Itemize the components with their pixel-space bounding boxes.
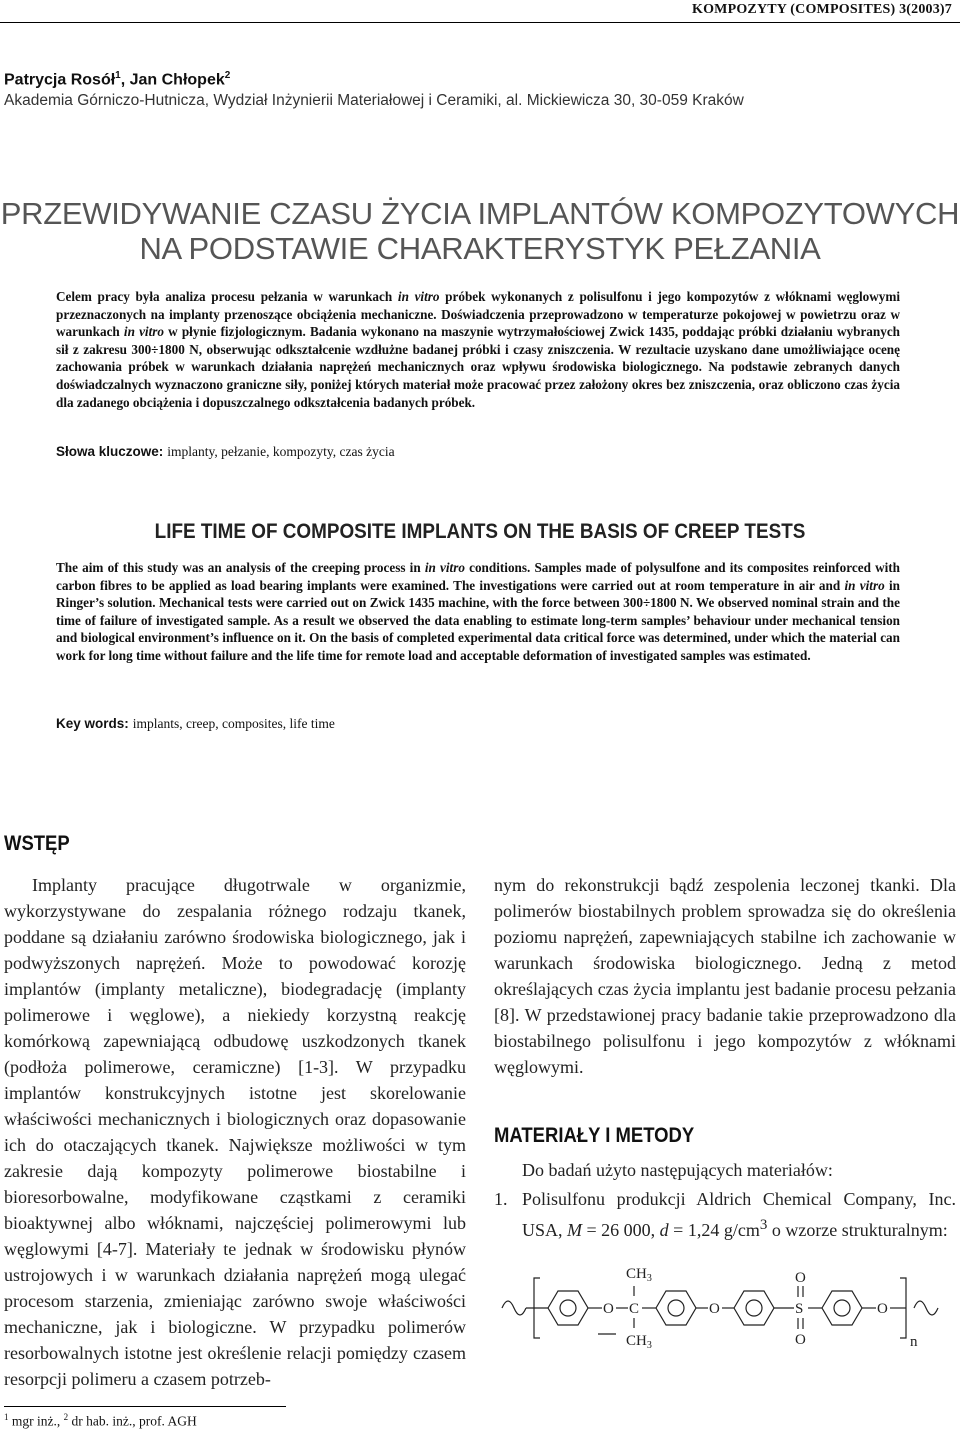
list-item-number: 1. <box>494 1189 508 1209</box>
abstract-english-text-2: conditions. Samples made of polysulfone and its composites reinforced with carbon fibres to be applied as load bearing implants were examined. The investigations were carried out at room temperature in air and <box>56 560 901 593</box>
author-1: Patrycja Rosół <box>4 71 116 89</box>
title-polish-line-2: NA PODSTAWIE CHARAKTERYSTYK PEŁZANIA <box>139 231 821 266</box>
structural-formula <box>494 1248 960 1348</box>
title-polish <box>0 196 960 266</box>
methods-intro: Do badań użyto następujących materiałów: <box>522 1160 833 1180</box>
sulfonyl-oxygen-top: O <box>795 1270 806 1286</box>
sulfur-atom: S <box>795 1301 804 1317</box>
footnote-mark-2: 2 <box>63 1412 69 1422</box>
keywords-polish <box>56 444 395 460</box>
sulfonyl-oxygen-bottom: O <box>795 1332 806 1348</box>
structural-formula-svg <box>494 1248 960 1348</box>
benzene-ring-3 <box>734 1291 774 1325</box>
oxygen-atom-3: O <box>877 1301 888 1317</box>
header-rule <box>0 22 960 23</box>
footnote-text-2: dr hab. inż., prof. AGH <box>68 1413 197 1429</box>
author-2: Jan Chłopek <box>129 71 225 89</box>
list-item-text-c: = 1,24 g/cm <box>668 1220 760 1240</box>
list-item <box>522 1186 956 1243</box>
oxygen-atom-1: O <box>603 1301 614 1317</box>
section-heading-methods: MATERIAŁY I METODY <box>494 1124 695 1147</box>
abstract-polish-text-2: próbek wykonanych z polisulfonu i jego kompozytów z włóknami węglowymi przeznaczonych na implanty przenoszące obciążenia mechaniczne. Doświadczenia przeprowadzono w temperaturze pokojowej w powietrzu oraz w warunkach <box>56 289 900 340</box>
section-heading-intro: WSTĘP <box>4 832 70 855</box>
methyl-group-bottom: $CH_3$ <box>626 1333 652 1348</box>
wavy-bond-right <box>914 1301 938 1315</box>
abstract-polish-italic-1: in vitro <box>397 289 440 304</box>
list-item-text-a: Polisulfonu produkcji Aldrich Chemical Company, Inc. USA, <box>522 1189 956 1240</box>
footnote <box>4 1412 197 1430</box>
keywords-english <box>56 716 335 732</box>
density-symbol: d <box>659 1220 669 1240</box>
keywords-english-text: implants, creep, composites, life time <box>132 716 335 731</box>
abstract-polish-text-3: w płynie fizjologicznym. Badania wykonano na maszynie wytrzymałościowej Zwick 1435, poddając próbki działaniu wybranych sił z zakresu 300÷1800 N, obserwując odkształcenie wzdłużne badanej próbki i czasy zniszczenia. W rezultacie uzyskano dane umożliwiające ocenę zachowania próbek w warunkach działania naprężeń mechanicznych oraz wpływu środowiska biologicznego. Na podstawie zebranych danych doświadczalnych wyznaczono graniczne siły, poniżej których materiał może pracować przez założony okres bez zniszczenia, oraz obliczono czas życia dla zadanego obciążenia i dopuszczalnego odkształcenia badanych próbek. <box>56 324 901 410</box>
molar-mass-symbol: M <box>567 1220 583 1240</box>
footnote-text-1: mgr inż., <box>8 1413 64 1429</box>
title-polish-line-1: PRZEWIDYWANIE CZASU ŻYCIA IMPLANTÓW KOMPOZYTOWYCH <box>0 196 960 231</box>
wavy-bond-left <box>502 1301 526 1315</box>
keywords-english-label: Key words: <box>56 716 129 731</box>
abstract-english-text-3: in Ringer’s solution. Mechanical tests were carried out on Zwick 1435 machine, with the force between 300÷1800 N. We observed nominal strain and the time of failure of investigated sample. As a result we observed the data enabling to estimate long-term samples’ behaviour under mechanical tension and biological environment’s influence on it. On the basis of completed experimental data critical force was determined, under which the material can work for long time without failure and the life time for remote load and acceptable deformation of investigated samples was estimated. <box>56 577 901 663</box>
journal-header: KOMPOZYTY (COMPOSITES) 3(2003)7 <box>691 2 952 17</box>
abstract-polish-text-1: Celem pracy była analiza procesu pełzania w warunkach <box>56 289 398 304</box>
affiliation: Akademia Górniczo-Hutnicza, Wydział Inżynierii Materiałowej i Ceramiki, al. Mickiewicza 30, 30-059 Kraków <box>4 92 744 109</box>
author-2-footnote-mark: 2 <box>224 70 231 81</box>
author-separator: , <box>120 71 130 89</box>
abstract-english <box>56 559 900 665</box>
unit-superscript: 3 <box>759 1217 768 1233</box>
materials-list <box>494 1186 956 1243</box>
title-english: LIFE TIME OF COMPOSITE IMPLANTS ON THE BASIS OF CREEP TESTS <box>154 520 806 543</box>
author-1-footnote-mark: 1 <box>115 70 121 81</box>
intro-right-column: nym do rekonstrukcji bądź zespolenia leczonej tkanki. Dla polimerów biostabilnych problem sprowadza się do określenia poziomu naprężeń, zapewniających stabilne ich zachowanie w warunkach środowiska biologicznego. Jedną z metod określających czas życia implantu jest badanie procesu pełzania [8]. W przedstawionej pracy badanie takie przeprowadzono dla biostabilnego polisulfonu i jego kompozytów z włóknami węglowymi. <box>494 875 956 1077</box>
oxygen-atom-2: O <box>709 1301 720 1317</box>
repeat-unit-n: n <box>910 1334 918 1348</box>
keywords-polish-text: implanty, pełzanie, kompozyty, czas życia <box>167 444 395 459</box>
intro-left-column: Implanty pracujące długotrwale w organizmie, wykorzystywane do zespalania różnego rodzaju tkanek, poddane są działaniu zarówno środowiska biologicznego, jak i podwyższonych naprężeń. Może to powodować korozję implantów (implanty metaliczne), biodegradację (implanty polimerowe i węglowe), a niekiedy korzystną reakcję komórkową zapewniającą odbudowę uszkodzonych tkanek (podłoża polimerowe, ceramiczne) [1-3]. W przypadku implantów konstrukcyjnych istotne jest skorelowanie właściwości mechanicznych i biologicznych oraz dopasowanie ich do otaczających tkanek. Największe możliwości w tym zakresie dają kompozyty polimerowe biostabilne i bioresorbowalne, modyfikowane cząstkami z ceramiki bioaktywnej albo włóknami, najczęściej polimerowymi lub węglowymi [4-7]. Materiały te jednak w środowisku płynów ustrojowych i w warunkach działania naprężeń mogą ulegać procesom starzenia, zmieniając zarówno swoje właściwości mechaniczne, jak i biologiczne. W przypadku polimerów resorbowalnych istotne jest określenie relacji pomiędzy czasem resorpcji polimeru a czasem potrzeb- <box>4 875 466 1389</box>
carbon-atom: C <box>629 1301 640 1317</box>
list-item-text-b: = 26 000, <box>582 1220 660 1240</box>
benzene-ring-4 <box>822 1291 862 1325</box>
benzene-ring-1 <box>548 1291 588 1325</box>
abstract-polish <box>56 288 900 411</box>
abstract-polish-italic-2: in vitro <box>123 324 164 340</box>
authors <box>4 70 230 89</box>
abstract-english-italic-2: in vitro <box>844 577 885 593</box>
keywords-polish-label: Słowa kluczowe: <box>56 444 164 459</box>
methyl-group-top: $CH_3$ <box>626 1266 652 1284</box>
footnote-rule <box>4 1406 286 1407</box>
abstract-english-text-1: The aim of this study was an analysis of the creeping process in <box>56 560 425 575</box>
abstract-english-italic-1: in vitro <box>424 560 465 575</box>
list-item-text-d: o wzorze strukturalnym: <box>767 1220 948 1240</box>
benzene-ring-2 <box>656 1291 696 1325</box>
footnote-mark-1: 1 <box>4 1412 9 1422</box>
